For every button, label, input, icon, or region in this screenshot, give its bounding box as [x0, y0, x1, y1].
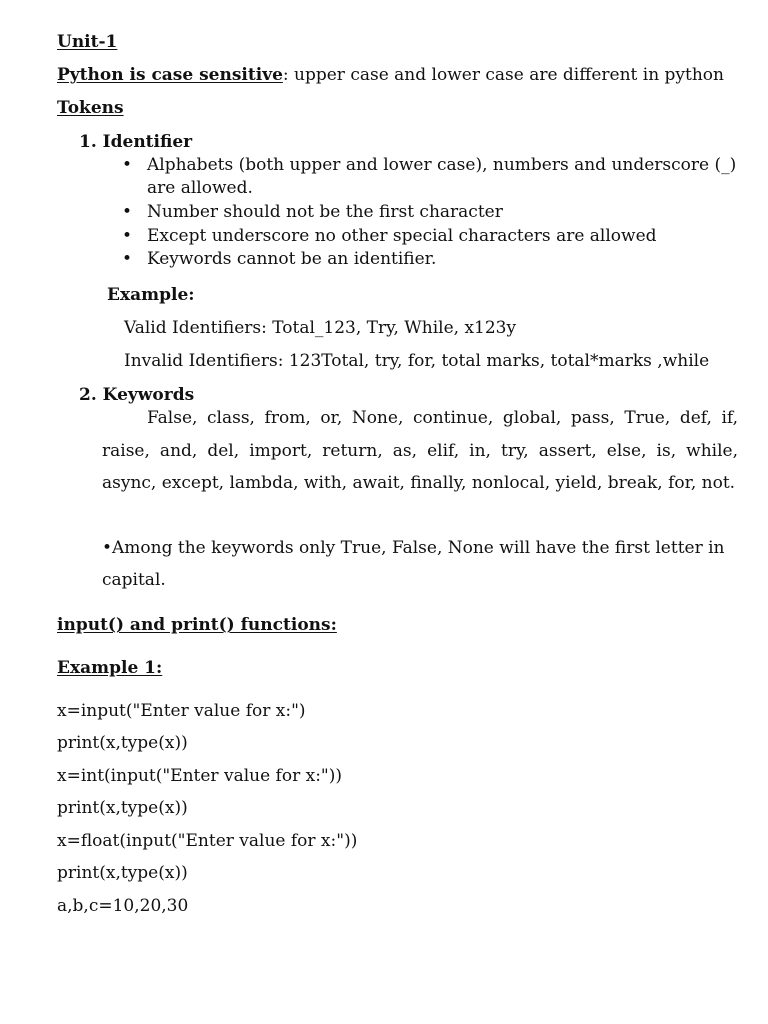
keywords-note: [102, 532, 738, 596]
bullet-icon: •: [102, 538, 113, 558]
example-1-heading: Example 1:: [57, 658, 163, 678]
keywords-list: False, class, from, or, None, continue, global, pass, True, def, if, raise, and, del, import, return, as, elif, in, try, assert, else, is, while, async, except, lambda, with, await, finally, nonlocal, yield, break, for, not.: [102, 408, 738, 493]
code-line: a,b,c=10,20,30: [57, 896, 189, 916]
code-line: x=float(input("Enter value for x:")): [57, 831, 358, 851]
bullet-text: Keywords cannot be an identifier.: [147, 249, 437, 269]
case-sensitive-text: : upper case and lower case are different in python: [282, 65, 724, 85]
example-label: Example:: [107, 285, 195, 305]
invalid-identifiers: Invalid Identifiers: 123Total, try, for, total marks, total*marks ,while: [124, 351, 710, 371]
list-item: [122, 154, 742, 200]
keywords-heading: 2. Keywords: [79, 385, 195, 405]
list-item: [122, 248, 742, 271]
bullet-icon: •: [122, 226, 133, 246]
case-sensitive-note: [57, 65, 724, 85]
code-line: print(x,type(x)): [57, 863, 188, 883]
bullet-text: Number should not be the first character: [147, 202, 503, 222]
unit-title: Unit-1: [57, 32, 118, 52]
list-item: [122, 201, 742, 224]
list-item: [122, 225, 742, 248]
tokens-heading: Tokens: [57, 98, 124, 118]
code-line: x=input("Enter value for x:"): [57, 701, 306, 721]
bullet-text: Alphabets (both upper and lower case), numbers and underscore (_) are allowed.: [147, 155, 737, 198]
keywords-note-text: Among the keywords only True, False, None will have the first letter in capital.: [102, 538, 725, 590]
bullet-text: Except underscore no other special characters are allowed: [147, 226, 657, 246]
case-sensitive-label: Python is case sensitive: [57, 65, 283, 85]
bullet-icon: •: [122, 249, 133, 269]
code-line: print(x,type(x)): [57, 733, 188, 753]
bullet-icon: •: [122, 155, 133, 175]
valid-identifiers: Valid Identifiers: Total_123, Try, While, x123y: [124, 318, 517, 338]
bullet-icon: •: [122, 202, 133, 222]
code-line: print(x,type(x)): [57, 798, 188, 818]
io-functions-heading: input() and print() functions:: [57, 615, 337, 635]
code-line: x=int(input("Enter value for x:")): [57, 766, 343, 786]
identifier-heading: 1. Identifier: [79, 132, 193, 152]
